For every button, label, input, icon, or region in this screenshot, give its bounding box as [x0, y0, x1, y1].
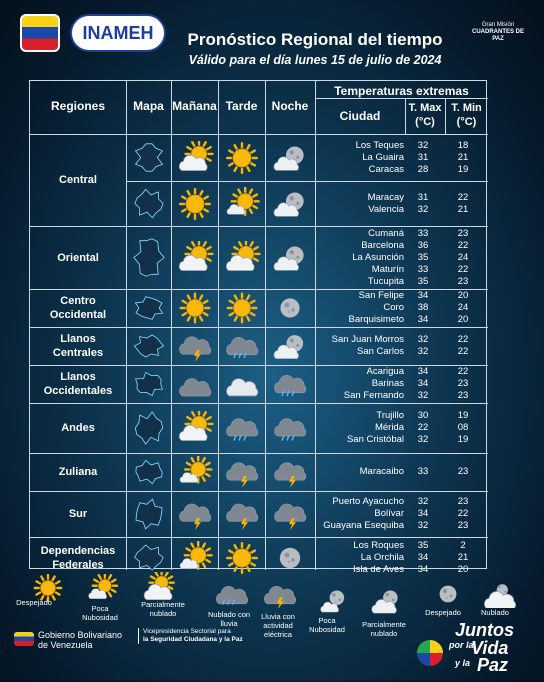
city-name: Maracaibo: [359, 466, 404, 477]
tmin-value: 20: [457, 314, 469, 325]
city-name: La Orchila: [360, 551, 404, 563]
city-name: Acarigua: [366, 366, 404, 377]
city-name: Los Roques: [353, 539, 404, 551]
city-name: Valencia: [368, 203, 404, 215]
tmax-value: 31: [417, 191, 429, 203]
tmax-value: 28: [417, 163, 429, 175]
legend-thunderstorm-icon: [260, 580, 296, 612]
tmax-value: 34: [417, 378, 429, 389]
tmin-value: 08: [457, 422, 469, 433]
city-name: San Carlos: [357, 346, 404, 357]
tmax-value: 34: [417, 508, 429, 519]
tmin-value: 21: [457, 551, 469, 563]
region-name: Dependencias Federales: [40, 544, 116, 571]
tmin-value: 23: [457, 378, 469, 389]
legend-label: Despejado: [16, 598, 52, 607]
tmin-value: 22: [457, 239, 469, 251]
tmin-value: 21: [457, 203, 469, 215]
header-tarde: Tarde: [225, 99, 258, 113]
tmin-value: 22: [457, 346, 469, 357]
tmax-value: 33: [417, 263, 429, 275]
juntos-por-la-vida-logo: Juntos por la Vida y la Paz: [415, 620, 540, 674]
legend-label: Despejado: [425, 608, 461, 617]
tmax-value: 32: [417, 334, 429, 345]
city-row: [30, 496, 488, 508]
city-row: [30, 240, 488, 252]
city-name: La Guaira: [362, 151, 404, 163]
legend-label: Nublado: [481, 608, 509, 617]
city-row: [30, 552, 488, 564]
legend-label: Parcialmente nublado: [141, 600, 185, 618]
city-row: [30, 192, 488, 204]
tmin-value: 23: [457, 390, 469, 401]
city-name: San Juan Morros: [331, 334, 404, 345]
city-name: Trujillo: [376, 410, 404, 421]
tmin-value: 23: [457, 520, 469, 531]
region-name: Central: [59, 174, 97, 186]
tmax-value: 38: [417, 302, 429, 313]
region-name: Zuliana: [58, 466, 98, 478]
region-name: Sur: [68, 508, 88, 520]
city-row: [30, 466, 488, 478]
city-name: Los Teques: [355, 139, 404, 151]
legend-label: Poca Nubosidad: [82, 604, 118, 622]
city-name: Maturín: [371, 263, 404, 275]
city-name: San Fernando: [343, 390, 404, 401]
city-name: La Asunción: [352, 251, 404, 263]
city-row: [30, 290, 488, 302]
tmin-value: 23: [457, 275, 469, 287]
tmax-value: 33: [417, 227, 429, 239]
tmin-value: 2: [460, 539, 466, 551]
header-temperaturas-extremas: Temperaturas extremas: [334, 84, 469, 98]
page-subtitle: Válido para el día lunes 15 de julio de 2024: [188, 53, 442, 67]
tmin-value: 22: [457, 263, 469, 275]
city-row: [30, 422, 488, 434]
tmax-value: 34: [417, 314, 429, 325]
city-row: [30, 520, 488, 532]
city-name: Barcelona: [361, 239, 404, 251]
city-name: Tucupita: [367, 275, 404, 287]
tmax-value: 32: [417, 520, 429, 531]
inameh-logo: INAMEH: [70, 14, 166, 52]
city-row: [30, 152, 488, 164]
city-name: Cumaná: [368, 227, 404, 239]
tmax-value: 32: [417, 346, 429, 357]
city-name: Puerto Ayacucho: [332, 496, 404, 507]
tmin-value: 22: [457, 508, 469, 519]
legend-night-light-cloud-icon: [316, 586, 352, 618]
city-row: [30, 434, 488, 446]
legend-label: Lluvia con actividad eléctrica: [261, 612, 295, 639]
city-name: Mérida: [374, 422, 404, 433]
tmin-value: 20: [457, 290, 469, 301]
city-row: [30, 540, 488, 552]
header-tmax: T. Max (°C): [408, 102, 442, 128]
city-row: [30, 302, 488, 314]
city-name: Barquisimeto: [348, 314, 404, 325]
tmin-value: 22: [457, 334, 469, 345]
header-noche: Noche: [271, 99, 309, 113]
forecast-table: [29, 80, 487, 575]
tmax-value: 36: [417, 239, 429, 251]
city-name: Coro: [383, 302, 404, 313]
region-name: Oriental: [57, 251, 99, 264]
tmax-value: 35: [417, 539, 429, 551]
header-regiones: Regiones: [50, 99, 105, 113]
tmax-value: 32: [417, 139, 429, 151]
city-row: [30, 508, 488, 520]
cuadrantes-de-paz-logo: Gran Misión CUADRANTES DE PAZ: [471, 22, 524, 42]
city-name: San Felipe: [358, 290, 404, 301]
tmax-value: 35: [417, 275, 429, 287]
city-row: [30, 264, 488, 276]
city-row: [30, 276, 488, 288]
tmax-value: 33: [417, 466, 429, 477]
tmax-value: 32: [417, 434, 429, 445]
tmin-value: 19: [457, 163, 469, 175]
city-row: [30, 228, 488, 240]
tmin-value: 23: [457, 466, 469, 477]
city-row: [30, 140, 488, 152]
city-row: [30, 204, 488, 216]
tmax-value: 32: [417, 390, 429, 401]
tmax-value: 34: [417, 366, 429, 377]
venezuela-flag-icon: [14, 632, 34, 646]
tmin-value: 24: [457, 302, 469, 313]
tmax-value: 30: [417, 410, 429, 421]
legend-cloudy-rain-icon: [212, 580, 248, 612]
tmin-value: 18: [457, 139, 469, 151]
venezuela-seal-logo: [20, 14, 60, 52]
tmin-value: 24: [457, 251, 469, 263]
city-row: [30, 410, 488, 422]
tmax-value: 35: [417, 251, 429, 263]
city-row: [30, 366, 488, 378]
tmin-value: 23: [457, 227, 469, 239]
tmin-value: 22: [457, 366, 469, 377]
tmin-value: 19: [457, 410, 469, 421]
region-name: Andes: [61, 422, 95, 434]
city-name: Isla de Aves: [352, 563, 404, 575]
tmax-value: 32: [417, 203, 429, 215]
legend-mostly-sunny-icon: [84, 574, 120, 606]
tmax-value: 34: [417, 551, 429, 563]
region-name: Centro Occidental: [49, 295, 107, 321]
city-row: [30, 314, 488, 326]
city-row: [30, 378, 488, 390]
city-row: [30, 334, 488, 346]
region-name: Llanos Centrales: [52, 333, 104, 359]
tmax-value: 34: [417, 563, 429, 575]
city-name: Maracay: [367, 191, 404, 203]
legend-label: Poca Nubosidad: [309, 616, 345, 634]
header-manana: Mañana: [172, 99, 217, 113]
header: [0, 0, 544, 78]
city-name: Guayana Esequiba: [323, 520, 404, 531]
juntos-emblem-icon: [417, 640, 443, 666]
tmin-value: 20: [457, 563, 469, 575]
legend-night-cloudy-icon: [368, 586, 404, 618]
legend-label: Nublado con lluvia: [207, 610, 251, 628]
header-tmin: T. Min (°C): [451, 102, 482, 128]
vicepresidencia-text: Vicepresidencia Sectorial para la Seguridad Ciudadana y la Paz: [138, 628, 283, 644]
city-name: Barinas: [371, 378, 404, 389]
tmax-value: 34: [417, 290, 429, 301]
city-name: Bolívar: [374, 508, 404, 519]
city-row: [30, 346, 488, 358]
city-row: [30, 252, 488, 264]
city-row: [30, 164, 488, 176]
gobierno-bolivariano-logo: Gobierno Bolivariano de Venezuela: [14, 628, 144, 650]
header-ciudad: Ciudad: [339, 109, 381, 123]
tmax-value: 22: [417, 422, 429, 433]
tmax-value: 31: [417, 151, 429, 163]
city-name: Caracas: [368, 163, 404, 175]
city-name: San Cristóbal: [346, 434, 404, 445]
page-title: Pronóstico Regional del tiempo: [187, 30, 443, 49]
region-name: Llanos Occidentales: [43, 371, 113, 397]
tmin-value: 23: [457, 496, 469, 507]
tmin-value: 22: [457, 191, 469, 203]
city-row: [30, 390, 488, 402]
header-mapa: Mapa: [133, 99, 164, 113]
tmin-value: 19: [457, 434, 469, 445]
tmin-value: 21: [457, 151, 469, 163]
legend-label: Parcialmente nublado: [362, 620, 406, 638]
tmax-value: 32: [417, 496, 429, 507]
